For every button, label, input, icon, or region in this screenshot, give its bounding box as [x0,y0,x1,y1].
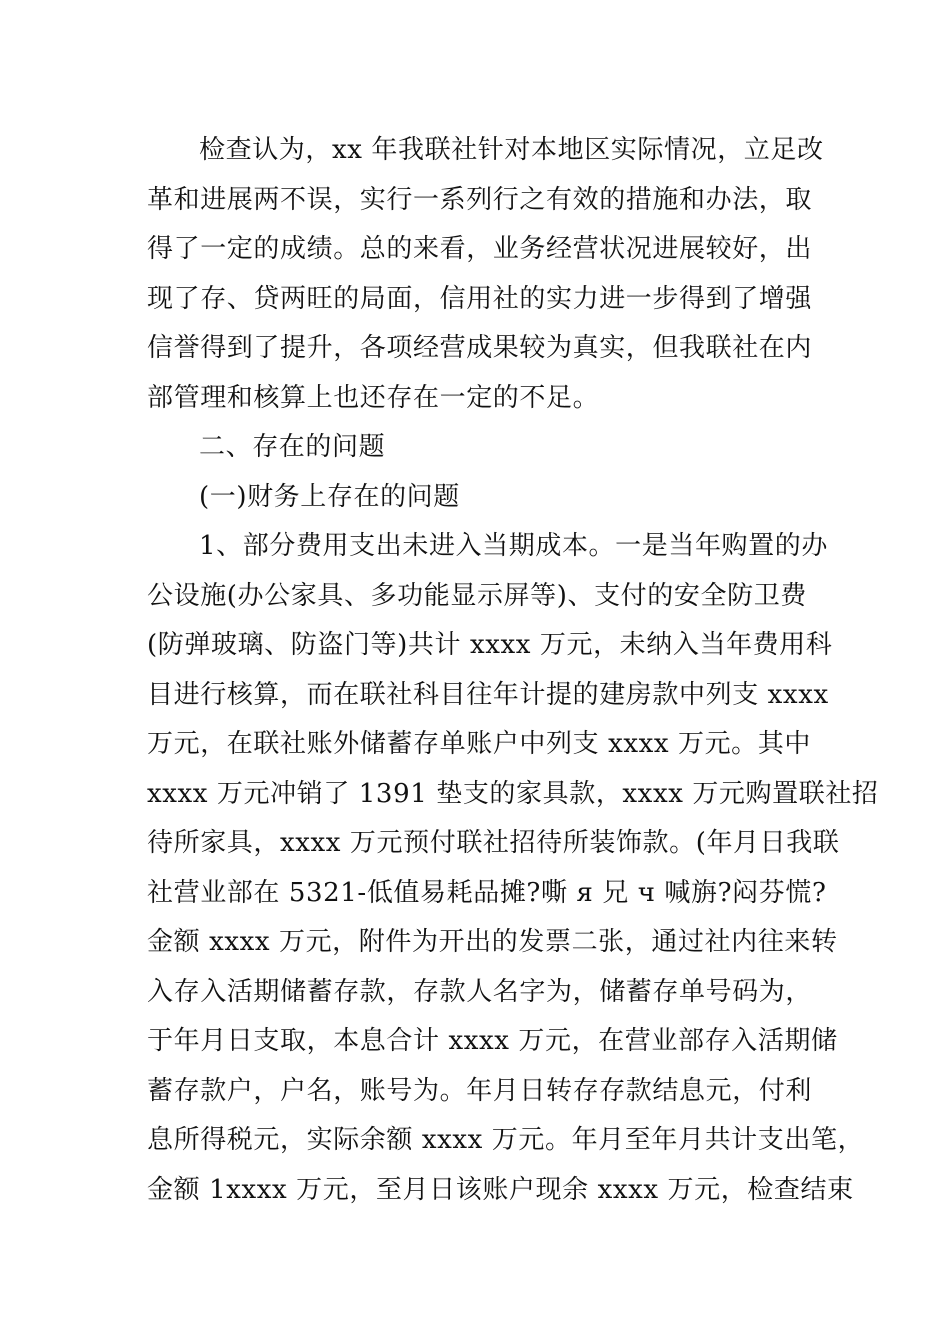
paragraph-line: (防弹玻璃、防盗门等)共计 xxxx 万元，未纳入当年费用科 [147,630,833,660]
paragraph-line: 得了一定的成绩。总的来看，业务经营状况进展较好，出 [147,234,813,264]
paragraph-line: 金额 1xxxx 万元，至月日该账户现余 xxxx 万元，检查结束 [147,1174,854,1205]
paragraph-line: 公设施(办公家具、多功能显示屏等)、支付的安全防卫费 [147,580,807,611]
paragraph-line: 息所得税元，实际余额 xxxx 万元。年月至年月共计支出笔， [147,1125,865,1155]
paragraph-line: 万元，在联社账外储蓄存单账户中列支 xxxx 万元。其中 [147,729,811,759]
paragraph-line: 1、部分费用支出未进入当期成本。一是当年购置的办 [199,531,828,561]
paragraph-line: 入存入活期储蓄存款，存款人名字为，储蓄存单号码为， [147,976,813,1007]
paragraph-line: 现了存、贷两旺的局面，信用社的实力进一步得到了增强 [147,283,813,314]
section-heading: 二、存在的问题 [199,432,386,462]
paragraph-line: 目进行核算，而在联社科目往年计提的建房款中列支 xxxx [147,679,829,710]
paragraph-line: 蓄存款户，户名，账号为。年月日转存存款结息元，付利 [147,1075,813,1106]
paragraph-line: xxxx 万元冲销了 1391 垫支的家具款，xxxx 万元购置联社招 [147,778,879,809]
paragraph-line: 部管理和核算上也还存在一定的不足。 [147,382,600,413]
paragraph-line: 检查认为，xx 年我联社针对本地区实际情况，立足改 [199,135,824,165]
paragraph-line: 信誉得到了提升，各项经营成果较为真实，但我联社在内 [147,333,813,363]
paragraph-line: 革和进展两不误，实行一系列行之有效的措施和办法，取 [147,184,813,215]
paragraph-line: 待所家具，xxxx 万元预付联社招待所装饰款。(年月日我联 [147,828,840,858]
paragraph-line: 社营业部在 5321-低值易耗品摊?嘶 я 兄 ч 喊旃?闷芬慌? [147,877,827,908]
paragraph-line: 于年月日支取，本息合计 xxxx 万元，在营业部存入活期储 [147,1026,838,1056]
paragraph-line: 金额 xxxx 万元，附件为开出的发票二张，通过社内往来转 [147,927,838,957]
document-body [147,126,879,1215]
subsection-heading: (一)财务上存在的问题 [199,481,460,512]
